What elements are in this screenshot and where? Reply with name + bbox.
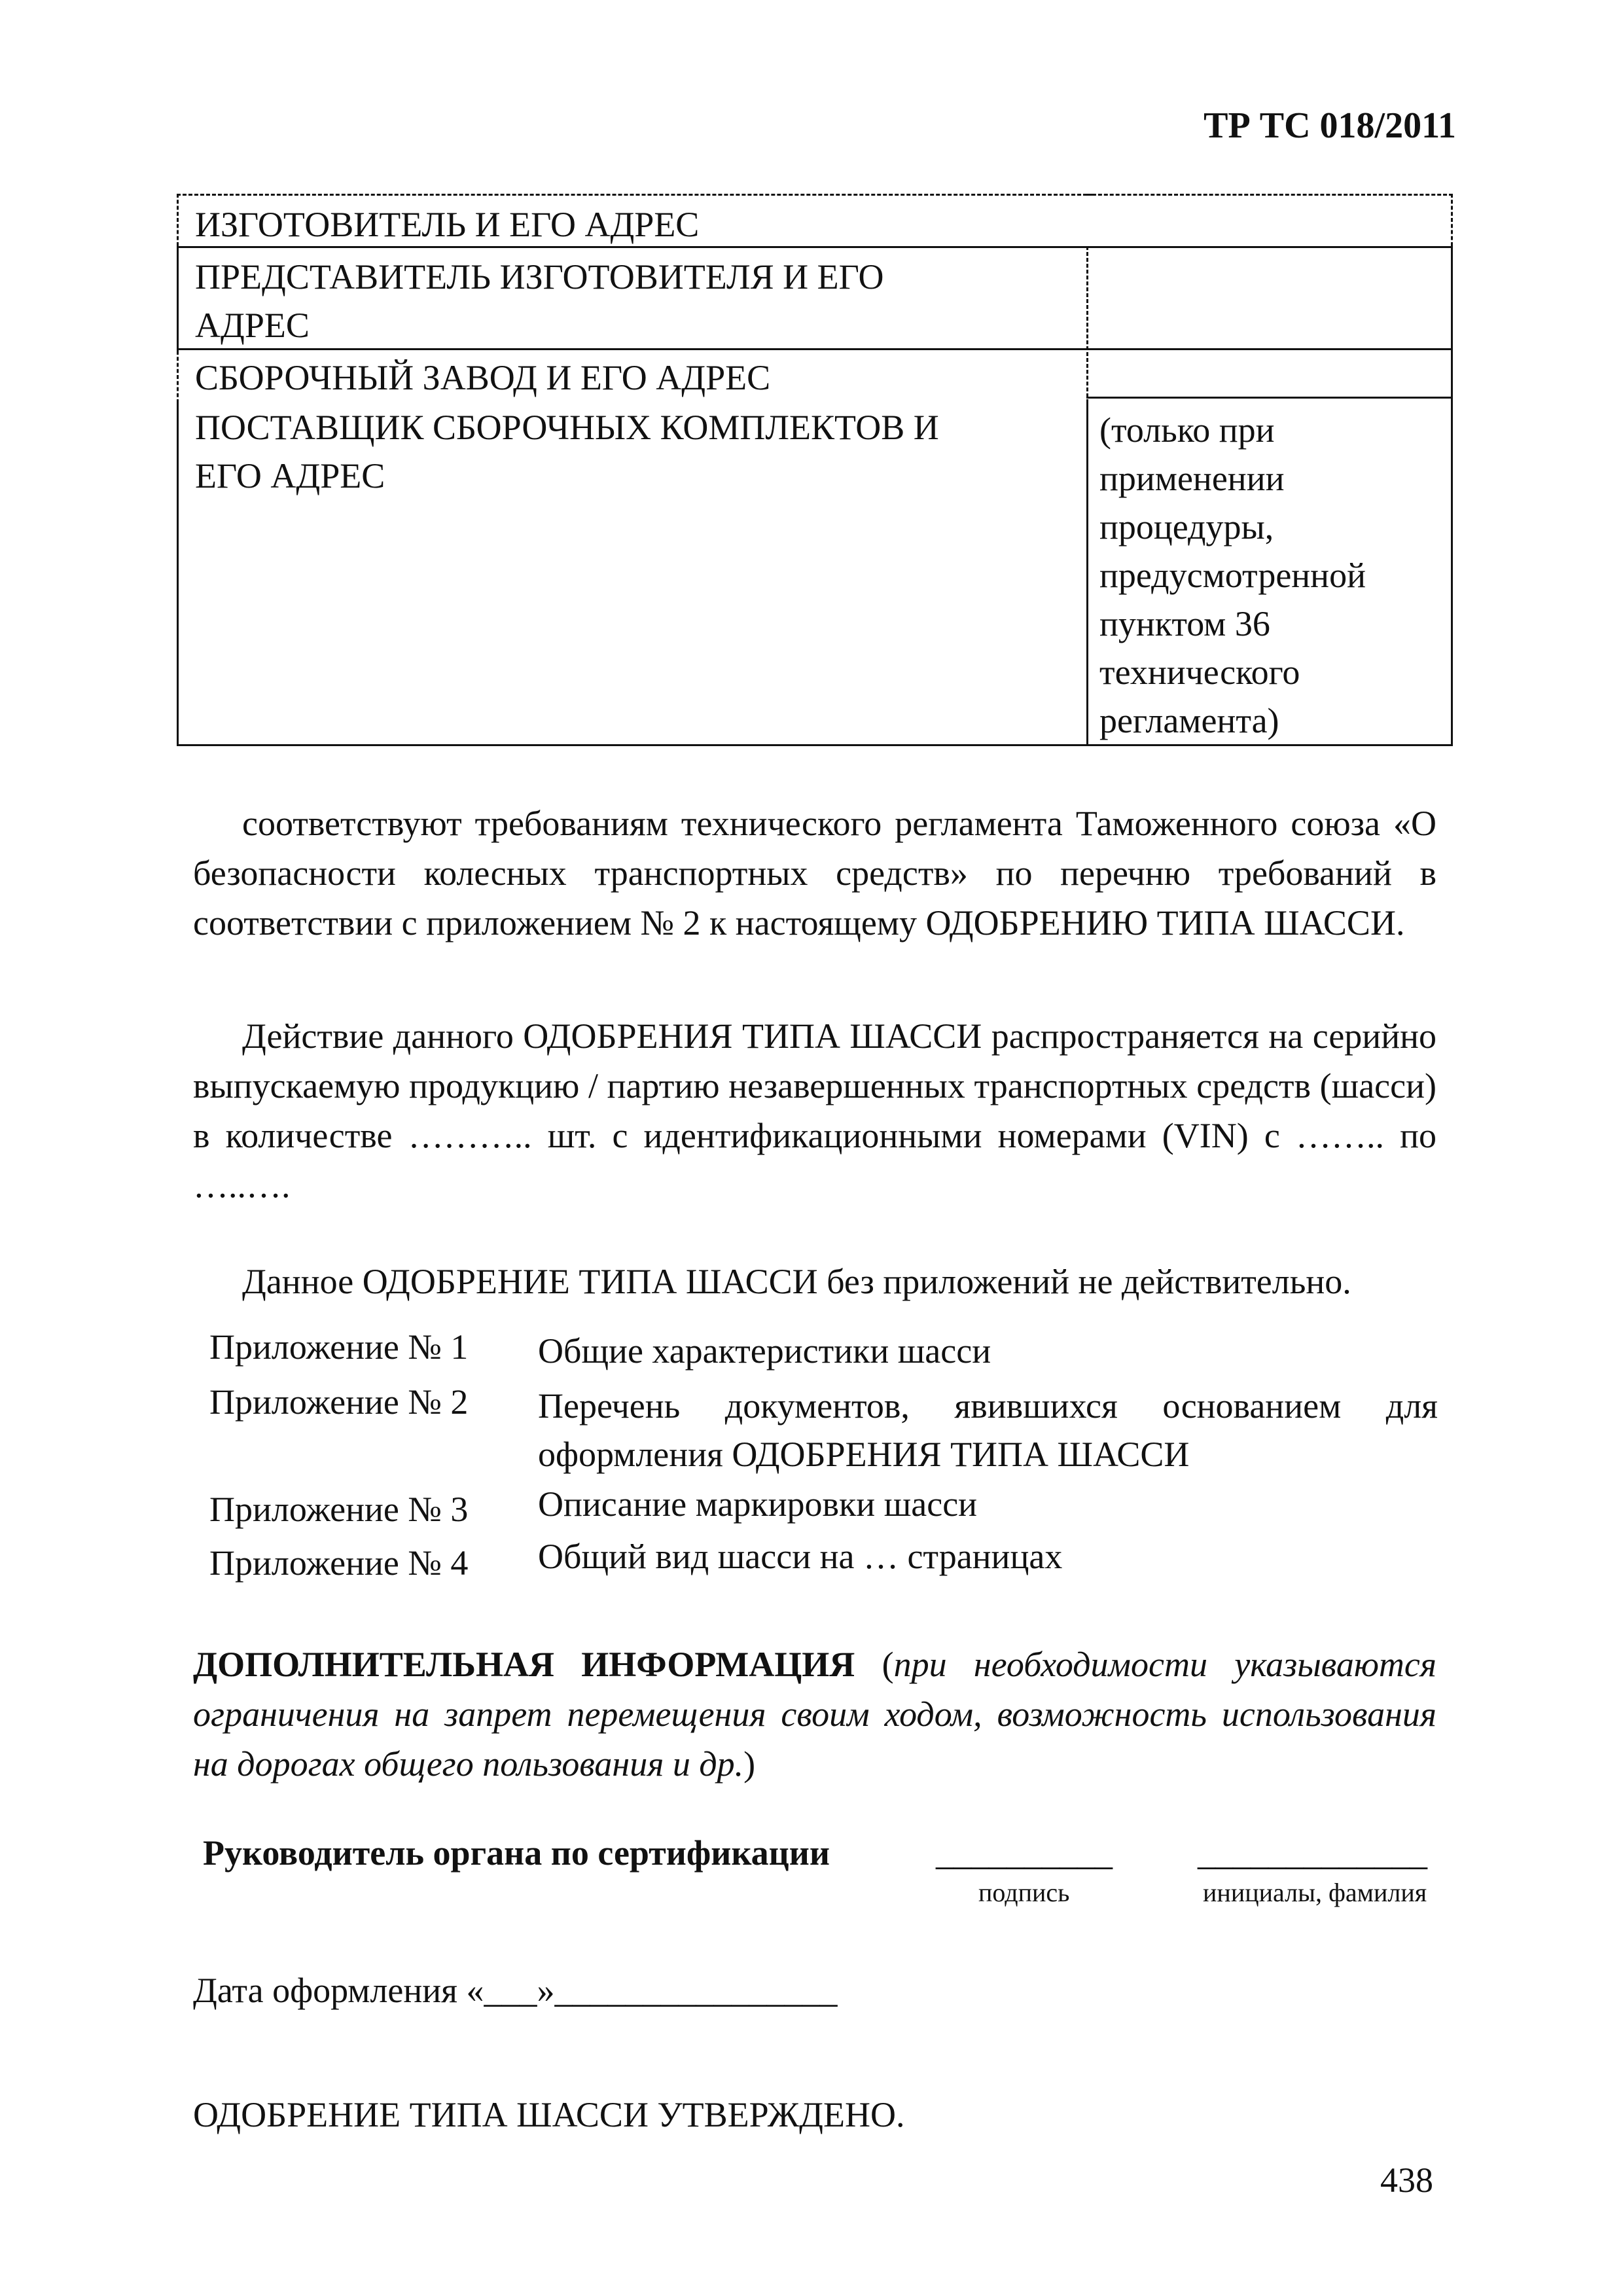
- document-standard-header: ТР ТС 018/2011: [1204, 105, 1456, 146]
- page-number: 438: [1380, 2161, 1433, 2200]
- compliance-paragraph: соответствуют требованиям технического регламента Таможенного союза «О безопасности колесных транспортных средств» по перечню требований в соответствии с приложением № 2 к настоящему ОДОБРЕНИЮ ТИПА ШАССИ.: [193, 804, 1436, 942]
- table-left-border-mid: [177, 351, 179, 403]
- table-note-line: (только при: [1099, 410, 1275, 450]
- table-note-line: регламента): [1099, 701, 1279, 740]
- scope-paragraph: Действие данного ОДОБРЕНИЯ ТИПА ШАССИ распространяется на серийно выпускаемую продукцию / партию незавершенных транспортных средств (шасси) в количестве ……….. шт. с идентификационными номерами (VIN) с …….. по …..….: [193, 1016, 1436, 1205]
- appendix-text-line1: Перечень документов, явившихся основанием для: [538, 1386, 1438, 1426]
- table-row-representative-line1: ПРЕДСТАВИТЕЛЬ ИЗГОТОВИТЕЛЯ И ЕГО: [195, 257, 884, 296]
- name-caption: инициалы, фамилия: [1203, 1878, 1427, 1907]
- issue-date-line[interactable]: Дата оформления «___»________________: [193, 1971, 838, 2010]
- appendix-text: Общие характеристики шасси: [538, 1331, 991, 1371]
- approval-statement: ОДОБРЕНИЕ ТИПА ШАССИ УТВЕРЖДЕНО.: [193, 2095, 905, 2134]
- table-note-line: предусмотренной: [1099, 556, 1366, 595]
- table-note-top-border: [1086, 397, 1453, 399]
- table-right-border: [1451, 246, 1453, 746]
- table-left-border: [177, 246, 179, 351]
- table-inner-border-top: [1086, 246, 1088, 403]
- table-note-line: пунктом 36: [1099, 604, 1270, 643]
- signatory-role: Руководитель органа по сертификации: [203, 1833, 830, 1873]
- additional-info-title: ДОПОЛНИТЕЛЬНАЯ ИНФОРМАЦИЯ: [193, 1645, 855, 1684]
- appendix-label: Приложение № 2: [209, 1382, 469, 1422]
- table-left-border-bottom: [177, 403, 179, 746]
- table-row-representative-line2: АДРЕС: [195, 306, 310, 345]
- appendix-label: Приложение № 1: [209, 1327, 469, 1367]
- additional-info-note: при необходимости указываются ограничения на запрет перемещения своим ходом, возможность использования на дорогах общего пользования и др.: [193, 1645, 1436, 1784]
- table-row-divider: [177, 348, 1453, 350]
- table-note-line: процедуры,: [1099, 507, 1274, 547]
- validity-paragraph: Данное ОДОБРЕНИЕ ТИПА ШАССИ без приложений не действительно.: [242, 1262, 1351, 1301]
- table-top-border: [177, 194, 1093, 196]
- table-row-manufacturer: ИЗГОТОВИТЕЛЬ И ЕГО АДРЕС: [195, 205, 700, 244]
- table-right-border-top: [1451, 194, 1453, 246]
- table-row-supplier-line2: ЕГО АДРЕС: [195, 456, 385, 495]
- signature-caption: подпись: [978, 1878, 1070, 1907]
- table-top-border-right: [1086, 194, 1453, 196]
- table-left-border-top: [177, 194, 179, 246]
- appendix-text-line2: оформления ОДОБРЕНИЯ ТИПА ШАССИ: [538, 1435, 1190, 1474]
- appendix-text: Общий вид шасси на … страницах: [538, 1537, 1063, 1576]
- appendix-label: Приложение № 3: [209, 1490, 469, 1529]
- name-blank[interactable]: _____________: [1198, 1833, 1427, 1873]
- table-note-line: применении: [1099, 459, 1285, 498]
- additional-info: ДОПОЛНИТЕЛЬНАЯ ИНФОРМАЦИЯ (при необходимости указываются ограничения на запрет перемещения своим ходом, возможность использования на дорогах общего пользования и др.): [193, 1645, 1436, 1784]
- signature-blank[interactable]: __________: [936, 1833, 1113, 1873]
- appendix-label: Приложение № 4: [209, 1543, 469, 1583]
- table-row-assembly-plant: СБОРОЧНЫЙ ЗАВОД И ЕГО АДРЕС: [195, 358, 771, 397]
- table-note-line: технического: [1099, 653, 1300, 692]
- table-row-supplier-line1: ПОСТАВЩИК СБОРОЧНЫХ КОМПЛЕКТОВ И: [195, 408, 939, 447]
- table-inner-border: [1086, 403, 1088, 746]
- appendix-text: Описание маркировки шасси: [538, 1484, 978, 1524]
